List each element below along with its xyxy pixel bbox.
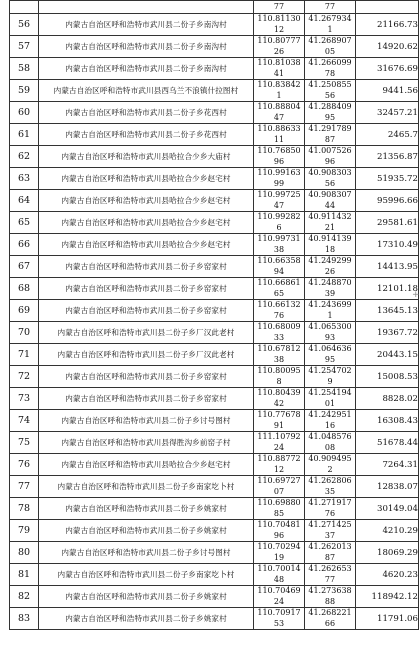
longitude-cell: 110.81038 41 [254,58,305,80]
table-row [10,234,419,256]
area-cell: 15008.53 [356,366,419,388]
location-cell: 内蒙古自治区呼和浩特市武川县西乌兰不浪镇什拉图村 [39,80,254,102]
latitude-cell: 41.243699 1 [305,300,356,322]
location-cell: 内蒙古自治区呼和浩特市武川县二份子乡厂汉此老村 [39,344,254,366]
row-number-cell: 63 [10,168,39,190]
longitude-cell: 110.81130 12 [254,14,305,36]
area-cell: 16308.43 [356,410,419,432]
row-number-cell: 76 [10,454,39,476]
row-number-cell: 73 [10,388,39,410]
longitude-cell: 110.88633 11 [254,124,305,146]
latitude-cell: 41.048576 08 [305,432,356,454]
area-cell: 30149.04 [356,498,419,520]
location-cell: 内蒙古自治区呼和浩特市武川县得胜沟乡前窑子村 [39,432,254,454]
latitude-cell: 41.254702 9 [305,366,356,388]
row-number-cell: 64 [10,190,39,212]
row-number-cell: 71 [10,344,39,366]
table-row-partial [10,1,419,14]
area-cell: 51935.72 [356,168,419,190]
longitude-cell: 110.70469 24 [254,586,305,608]
table-row [10,190,419,212]
latitude-cell: 41.266099 78 [305,58,356,80]
latitude-cell: 41.064636 95 [305,344,356,366]
location-cell: 内蒙古自治区呼和浩特市武川县二份子乡姚家村 [39,520,254,542]
row-number-cell: 79 [10,520,39,542]
latitude-cell: 40.908307 44 [305,190,356,212]
area-cell: 12101.18 [356,278,419,300]
row-number-cell: 59 [10,80,39,102]
location-cell: 内蒙古自治区呼和浩特市武川县二份子乡南沟村 [39,14,254,36]
table-row [10,564,419,586]
location-cell: 内蒙古自治区呼和浩特市武川县哈拉合少乡赵宅村 [39,454,254,476]
row-number-cell: 81 [10,564,39,586]
row-number-cell: 65 [10,212,39,234]
row-number-cell: 58 [10,58,39,80]
area-cell: 14413.95 [356,256,419,278]
area-cell: 20443.15 [356,344,419,366]
location-cell: 内蒙古自治区呼和浩特市武川县哈拉合少乡赵宅村 [39,168,254,190]
area-cell: 4210.29 [356,520,419,542]
row-number-cell: 69 [10,300,39,322]
location-cell: 内蒙古自治区呼和浩特市武川县二份子乡窑家村 [39,388,254,410]
row-number-cell: 66 [10,234,39,256]
location-cell: 内蒙古自治区呼和浩特市武川县哈拉合少乡赵宅村 [39,234,254,256]
table-row [10,102,419,124]
longitude-cell: 110.70014 48 [254,564,305,586]
latitude-cell: 41.242951 16 [305,410,356,432]
table-row [10,256,419,278]
latitude-cell: 41.271917 76 [305,498,356,520]
area-cell: 12838.07 [356,476,419,498]
row-number-cell: 56 [10,14,39,36]
area-cell: 118942.12 [356,586,419,608]
table-row [10,366,419,388]
latitude-cell: 41.288409 95 [305,102,356,124]
location-cell: 内蒙古自治区呼和浩特市武川县二份子乡南沟村 [39,58,254,80]
latitude-cell: 77 [305,1,356,14]
area-cell: 32457.21 [356,102,419,124]
latitude-cell: 41.262653 77 [305,564,356,586]
row-number-cell: 83 [10,608,39,630]
row-number-cell [10,1,39,14]
row-number-cell: 60 [10,102,39,124]
longitude-cell: 110.70481 96 [254,520,305,542]
row-number-cell: 72 [10,366,39,388]
latitude-cell: 41.065300 93 [305,322,356,344]
parcel-table [9,0,419,630]
longitude-cell: 110.69727 07 [254,476,305,498]
longitude-cell: 110.83842 1 [254,80,305,102]
area-cell: 14920.62 [356,36,419,58]
area-cell: 11791.06 [356,608,419,630]
area-cell: 8828.02 [356,388,419,410]
latitude-cell: 41.267934 1 [305,14,356,36]
longitude-cell: 110.80095 8 [254,366,305,388]
location-cell: 内蒙古自治区呼和浩特市武川县二份子乡姚家村 [39,608,254,630]
table-row [10,520,419,542]
longitude-cell: 110.99725 47 [254,190,305,212]
area-cell: 18069.29 [356,542,419,564]
area-cell: 21356.87 [356,146,419,168]
area-cell: 2465.7 [356,124,419,146]
table-row [10,322,419,344]
area-cell: 31676.69 [356,58,419,80]
location-cell: 内蒙古自治区呼和浩特市武川县二份子乡厂汉此老村 [39,322,254,344]
longitude-cell: 110.69880 85 [254,498,305,520]
area-cell: 95996.66 [356,190,419,212]
location-cell: 内蒙古自治区呼和浩特市武川县二份子乡窑家村 [39,256,254,278]
longitude-cell: 110.80439 42 [254,388,305,410]
location-cell: 内蒙古自治区呼和浩特市武川县二份子乡姚家村 [39,586,254,608]
table-row [10,454,419,476]
longitude-cell: 110.77678 91 [254,410,305,432]
longitude-cell: 110.66861 65 [254,278,305,300]
latitude-cell: 40.914139 18 [305,234,356,256]
latitude-cell: 41.268221 66 [305,608,356,630]
row-number-cell: 68 [10,278,39,300]
longitude-cell: 110.70294 19 [254,542,305,564]
table-row [10,586,419,608]
table-row [10,278,419,300]
longitude-cell: 110.70917 53 [254,608,305,630]
location-cell: 内蒙古自治区呼和浩特市武川县二份子乡花西村 [39,102,254,124]
location-cell: 内蒙古自治区呼和浩特市武川县二份子乡窑家村 [39,300,254,322]
row-number-cell: 67 [10,256,39,278]
table-row [10,80,419,102]
latitude-cell: 41.248870 39 [305,278,356,300]
area-cell: 19367.72 [356,322,419,344]
longitude-cell: 77 [254,1,305,14]
latitude-cell: 41.273638 88 [305,586,356,608]
longitude-cell: 110.99731 38 [254,234,305,256]
longitude-cell: 110.80777 26 [254,36,305,58]
table-row [10,14,419,36]
table-row [10,388,419,410]
row-number-cell: 74 [10,410,39,432]
area-cell: 51678.44 [356,432,419,454]
location-cell: 内蒙古自治区呼和浩特市武川县二份子乡窑家村 [39,278,254,300]
longitude-cell: 110.88772 12 [254,454,305,476]
table-row [10,344,419,366]
area-cell: 9441.56 [356,80,419,102]
latitude-cell: 41.268907 05 [305,36,356,58]
table-row [10,608,419,630]
table-row [10,542,419,564]
table-row [10,498,419,520]
table-row [10,36,419,58]
location-cell [39,1,254,14]
latitude-cell: 41.271425 37 [305,520,356,542]
longitude-cell: 110.66132 76 [254,300,305,322]
area-cell: 13645.13 [356,300,419,322]
table-row [10,124,419,146]
location-cell: 内蒙古自治区呼和浩特市武川县二份子乡南沟村 [39,36,254,58]
location-cell: 内蒙古自治区呼和浩特市武川县二份子乡讨号图村 [39,542,254,564]
location-cell: 内蒙古自治区呼和浩特市武川县二份子乡讨号图村 [39,410,254,432]
parcel-table-body [10,1,419,630]
location-cell: 内蒙古自治区呼和浩特市武川县二份子乡南家圪卜村 [39,476,254,498]
row-number-cell: 62 [10,146,39,168]
latitude-cell: 41.250855 56 [305,80,356,102]
latitude-cell: 40.908303 56 [305,168,356,190]
location-cell: 内蒙古自治区呼和浩特市武川县哈拉合少乡大庙村 [39,146,254,168]
latitude-cell: 41.262013 87 [305,542,356,564]
location-cell: 内蒙古自治区呼和浩特市武川县二份子乡窑家村 [39,366,254,388]
row-number-cell: 70 [10,322,39,344]
longitude-cell: 110.66358 94 [254,256,305,278]
longitude-cell: 110.76850 96 [254,146,305,168]
longitude-cell: 110.99282 6 [254,212,305,234]
location-cell: 内蒙古自治区呼和浩特市武川县二份子乡南家圪卜村 [39,564,254,586]
area-cell [356,1,419,14]
longitude-cell: 110.67812 38 [254,344,305,366]
table-row [10,146,419,168]
row-number-cell: 78 [10,498,39,520]
table-row [10,410,419,432]
table-row [10,432,419,454]
table-row [10,58,419,80]
longitude-cell: 110.88804 47 [254,102,305,124]
latitude-cell: 41.249299 26 [305,256,356,278]
area-cell: 21166.73 [356,14,419,36]
row-number-cell: 75 [10,432,39,454]
row-number-cell: 61 [10,124,39,146]
row-number-cell: 57 [10,36,39,58]
area-cell: 29581.61 [356,212,419,234]
latitude-cell: 40.911432 21 [305,212,356,234]
latitude-cell: 40.909495 2 [305,454,356,476]
location-cell: 内蒙古自治区呼和浩特市武川县哈拉合少乡赵宅村 [39,190,254,212]
row-number-cell: 82 [10,586,39,608]
table-row [10,300,419,322]
longitude-cell: 110.68009 33 [254,322,305,344]
page-edge-marker: + [412,290,420,300]
area-cell: 7264.31 [356,454,419,476]
location-cell: 内蒙古自治区呼和浩特市武川县哈拉合少乡赵宅村 [39,212,254,234]
row-number-cell: 77 [10,476,39,498]
area-cell: 17310.49 [356,234,419,256]
table-row [10,476,419,498]
area-cell: 4620.23 [356,564,419,586]
longitude-cell: 110.99163 99 [254,168,305,190]
location-cell: 内蒙古自治区呼和浩特市武川县二份子乡花西村 [39,124,254,146]
latitude-cell: 41.007526 96 [305,146,356,168]
table-row [10,212,419,234]
latitude-cell: 41.291789 87 [305,124,356,146]
table-row [10,168,419,190]
latitude-cell: 41.254194 01 [305,388,356,410]
row-number-cell: 80 [10,542,39,564]
longitude-cell: 111.10792 24 [254,432,305,454]
latitude-cell: 41.262806 35 [305,476,356,498]
location-cell: 内蒙古自治区呼和浩特市武川县二份子乡姚家村 [39,498,254,520]
